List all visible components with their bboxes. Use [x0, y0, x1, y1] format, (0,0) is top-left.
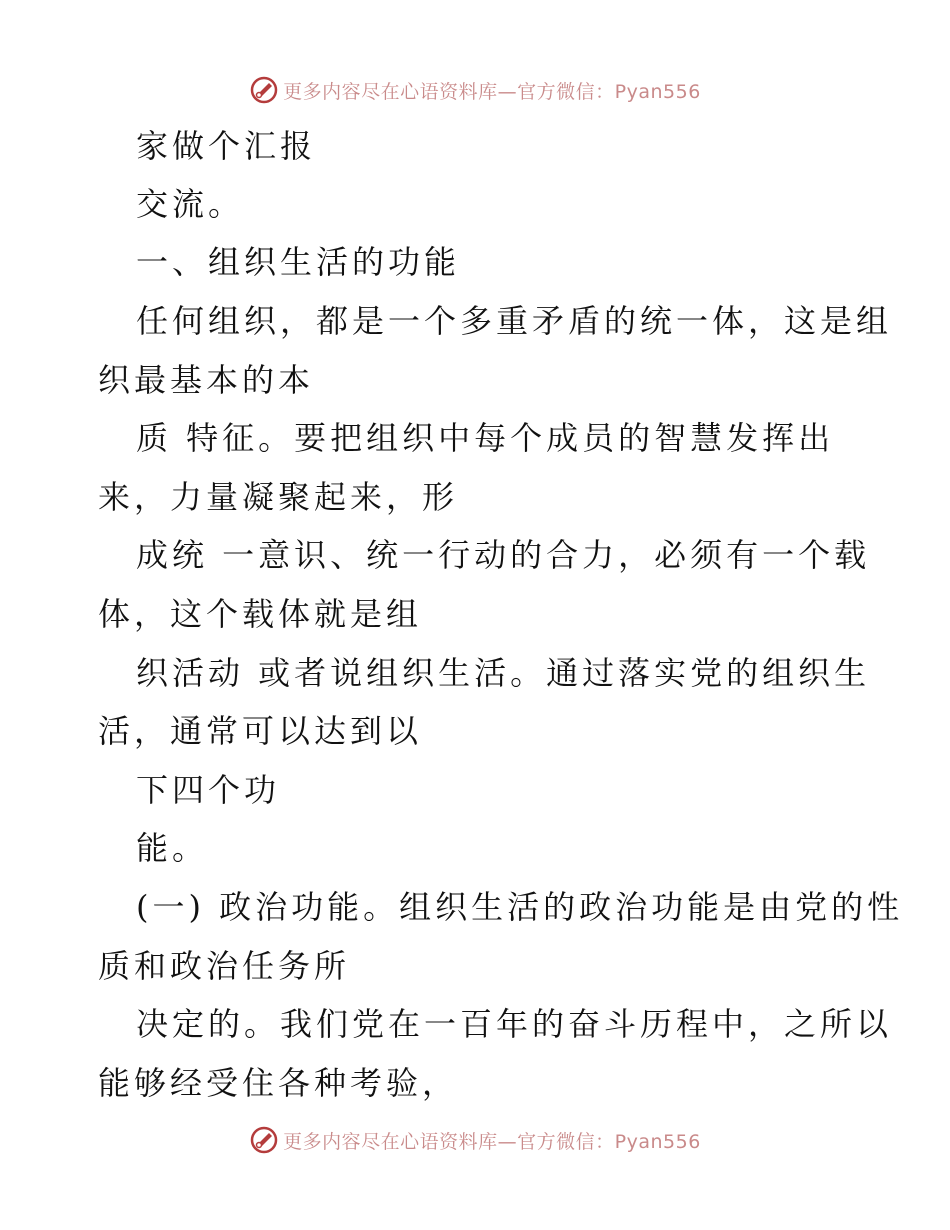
text-line: 能。	[136, 829, 209, 867]
text-line: 体，这个载体就是组	[98, 595, 423, 633]
header-watermark	[0, 70, 950, 110]
text-line: 织活动 或者说组织生活。通过落实党的组织生	[136, 654, 871, 692]
text-line: 下四个功	[136, 771, 281, 809]
text-line: (一) 政治功能。组织生活的政治功能是由党的性	[136, 888, 904, 926]
footer-watermark	[0, 1120, 950, 1160]
text-line: 家做个汇报	[136, 127, 317, 165]
logo-icon	[249, 75, 279, 105]
section-heading: 一、组织生活的功能	[136, 243, 461, 281]
text-line: 任何组织，都是一个多重矛盾的统一体，这是组	[136, 302, 893, 340]
text-line: 交流。	[136, 185, 245, 223]
logo-icon	[249, 1125, 279, 1155]
text-line: 活，通常可以达到以	[98, 712, 423, 750]
text-line: 来，力量凝聚起来，形	[98, 478, 459, 516]
text-line: 质和政治任务所	[98, 947, 351, 985]
watermark-text: 更多内容尽在心语资料库—官方微信：Pyan556	[283, 1130, 701, 1153]
watermark-text: 更多内容尽在心语资料库—官方微信：Pyan556	[283, 80, 701, 103]
text-line: 成统 一意识、统一行动的合力，必须有一个载	[136, 536, 871, 574]
text-line: 质 特征。要把组织中每个成员的智慧发挥出	[136, 419, 835, 457]
text-line: 决定的。我们党在一百年的奋斗历程中，之所以	[136, 1005, 893, 1043]
text-line: 能够经受住各种考验，	[98, 1064, 459, 1102]
text-line: 织最基本的本	[98, 361, 315, 399]
